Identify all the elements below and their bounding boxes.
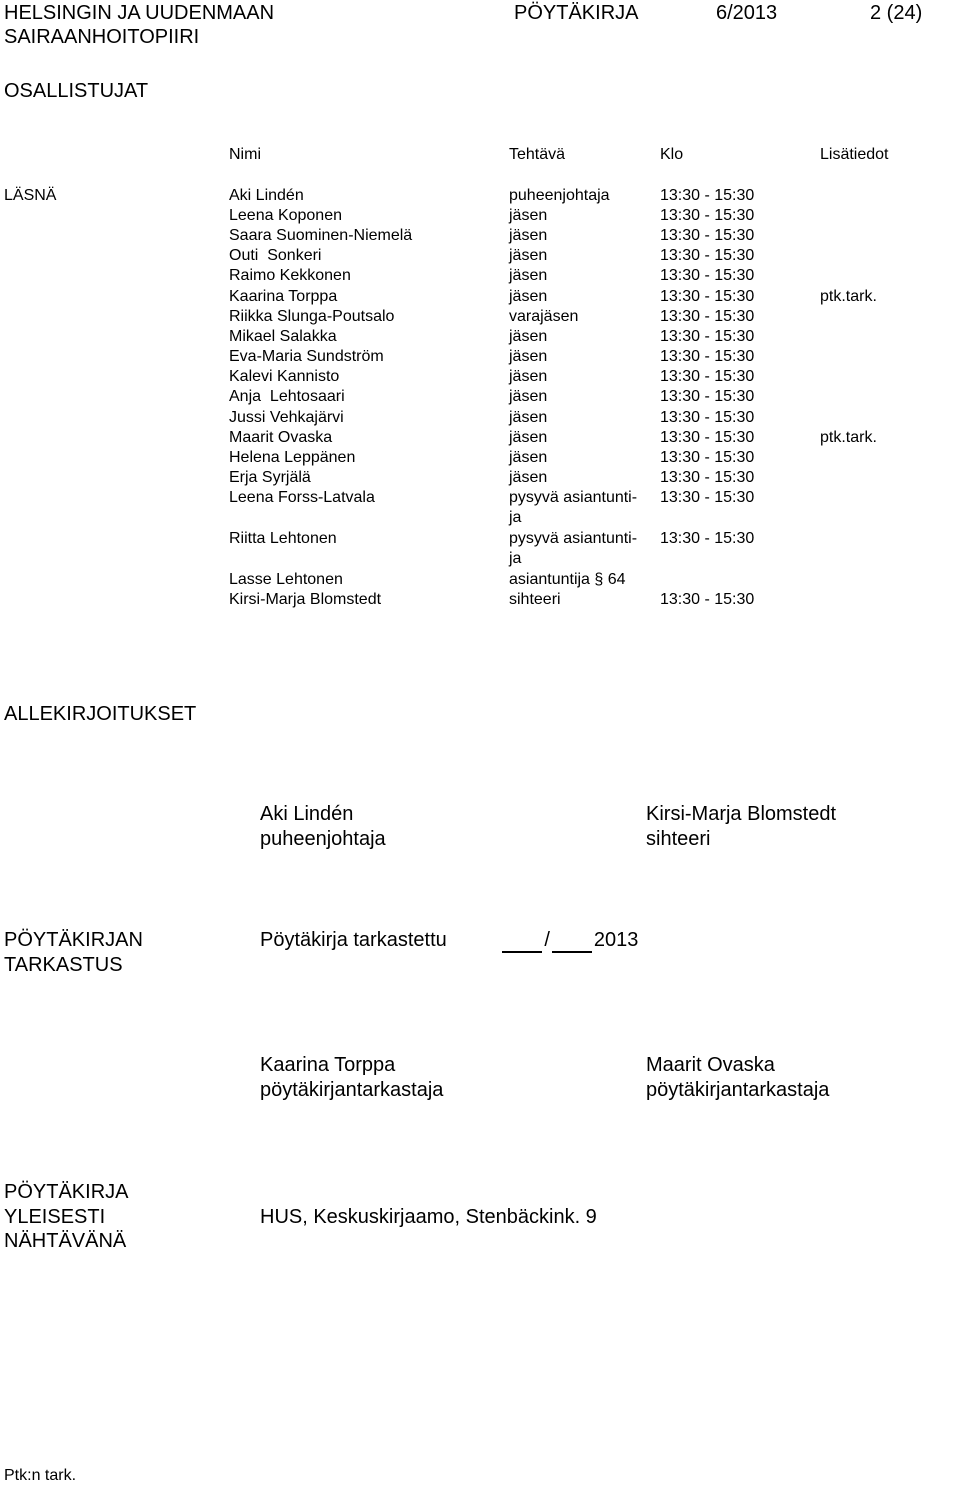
review-text: Pöytäkirja tarkastettu [260,929,447,951]
public-title-line1: PÖYTÄKIRJA [4,1181,129,1203]
table-row [0,488,960,528]
participant-role: jäsen [509,449,548,466]
table-row [0,408,960,428]
org-name-line1: HELSINGIN JA UUDENMAAN [4,2,275,24]
reviewer2-role: pöytäkirjantarkastaja [646,1079,830,1101]
participant-time: 13:30 - 15:30 [660,187,755,204]
participant-name: Kaarina Torppa [229,288,338,305]
table-row [0,307,960,327]
participant-role: jäsen [509,207,548,224]
participant-role: jäsen [509,267,548,284]
signatures-title: ALLEKIRJOITUKSET [4,703,197,725]
public-title-line3: NÄHTÄVÄNÄ [4,1230,127,1252]
review-statement [260,928,638,953]
review-title-line2: TARKASTUS [4,954,123,976]
participant-time: 13:30 - 15:30 [660,308,755,325]
participant-name: Helena Leppänen [229,449,356,466]
table-row [0,347,960,367]
participants-title: OSALLISTUJAT [4,80,149,102]
participant-name: Aki Lindén [229,187,304,204]
participant-name: Mikael Salakka [229,328,337,345]
participant-time: 13:30 - 15:30 [660,247,755,264]
table-row [0,246,960,266]
participant-name: Outi Sonkeri [229,247,322,264]
participant-name: Raimo Kekkonen [229,267,351,284]
public-location: HUS, Keskuskirjaamo, Stenbäckink. 9 [260,1206,597,1228]
participant-info: ptk.tark. [820,288,877,305]
participant-time: 13:30 - 15:30 [660,348,755,365]
table-row [0,266,960,286]
column-header-info: Lisätiedot [820,146,889,163]
participant-name: Jussi Vehkajärvi [229,409,344,426]
participant-time: 13:30 - 15:30 [660,469,755,486]
participant-role: pysyvä asiantunti- [509,489,638,506]
review-title-line1: PÖYTÄKIRJAN [4,929,143,951]
participant-time: 13:30 - 15:30 [660,388,755,405]
date-separator: / [544,929,550,951]
table-row [0,186,960,206]
participant-role: jäsen [509,227,548,244]
table-row [0,448,960,468]
participant-role: sihteeri [509,591,561,608]
participant-info: ptk.tark. [820,429,877,446]
participant-name: Leena Koponen [229,207,342,224]
participant-role: jäsen [509,409,548,426]
table-row [0,428,960,448]
participant-role: jäsen [509,247,548,264]
table-row [0,590,960,610]
participant-name: Lasse Lehtonen [229,571,343,588]
participant-time: 13:30 - 15:30 [660,288,755,305]
participant-role: jäsen [509,328,548,345]
chair-signature-name: Aki Lindén [260,803,354,825]
secretary-signature-role: sihteeri [646,828,711,850]
participant-time: 13:30 - 15:30 [660,449,755,466]
participant-name: Riitta Lehtonen [229,530,337,547]
participant-role-continued: ja [509,550,522,567]
present-label: LÄSNÄ [4,187,57,204]
participant-time: 13:30 - 15:30 [660,227,755,244]
participant-time: 13:30 - 15:30 [660,267,755,284]
participant-time: 13:30 - 15:30 [660,328,755,345]
column-header-name: Nimi [229,146,261,163]
table-row [0,287,960,307]
participant-time: 13:30 - 15:30 [660,409,755,426]
day-blank [502,931,542,953]
participant-name: Eva-Maria Sundström [229,348,384,365]
participant-name: Kirsi-Marja Blomstedt [229,591,382,608]
month-blank [552,931,592,953]
doc-number: 6/2013 [716,2,778,24]
participant-role: varajäsen [509,308,579,325]
reviewer1-role: pöytäkirjantarkastaja [260,1079,444,1101]
chair-signature-role: puheenjohtaja [260,828,386,850]
review-year: 2013 [593,929,639,951]
participant-role: puheenjohtaja [509,187,610,204]
participant-time: 13:30 - 15:30 [660,489,755,506]
table-row [0,468,960,488]
participant-name: Erja Syrjälä [229,469,311,486]
participant-name: Saara Suominen-Niemelä [229,227,413,244]
participant-name: Riikka Slunga-Poutsalo [229,308,395,325]
participant-role: jäsen [509,469,548,486]
participant-role: jäsen [509,368,548,385]
page-number: 2 (24) [870,2,923,24]
participant-time: 13:30 - 15:30 [660,207,755,224]
secretary-signature-name: Kirsi-Marja Blomstedt [646,803,837,825]
participant-name: Maarit Ovaska [229,429,333,446]
participant-name: Leena Forss-Latvala [229,489,375,506]
table-row [0,367,960,387]
participant-role-continued: ja [509,509,522,526]
participant-role: jäsen [509,429,548,446]
doc-type: PÖYTÄKIRJA [514,2,639,24]
column-header-time: Klo [660,146,684,163]
table-row [0,226,960,246]
participant-name: Kalevi Kannisto [229,368,340,385]
column-header-role: Tehtävä [509,146,566,163]
table-row [0,387,960,407]
participant-time: 13:30 - 15:30 [660,530,755,547]
org-name-line2: SAIRAANHOITOPIIRI [4,26,200,48]
footer-text: Ptk:n tark. [4,1467,77,1484]
participant-name: Anja Lehtosaari [229,388,345,405]
participant-time: 13:30 - 15:30 [660,591,755,608]
table-row [0,206,960,226]
participant-role: jäsen [509,348,548,365]
public-title-line2: YLEISESTI [4,1206,106,1228]
participant-role: asiantuntija § 64 [509,571,626,588]
participant-time: 13:30 - 15:30 [660,429,755,446]
participant-role: pysyvä asiantunti- [509,530,638,547]
participant-role: jäsen [509,388,548,405]
table-row [0,570,960,590]
participant-time: 13:30 - 15:30 [660,368,755,385]
table-row [0,327,960,347]
reviewer1-name: Kaarina Torppa [260,1054,396,1076]
participant-role: jäsen [509,288,548,305]
table-row [0,529,960,569]
reviewer2-name: Maarit Ovaska [646,1054,775,1076]
